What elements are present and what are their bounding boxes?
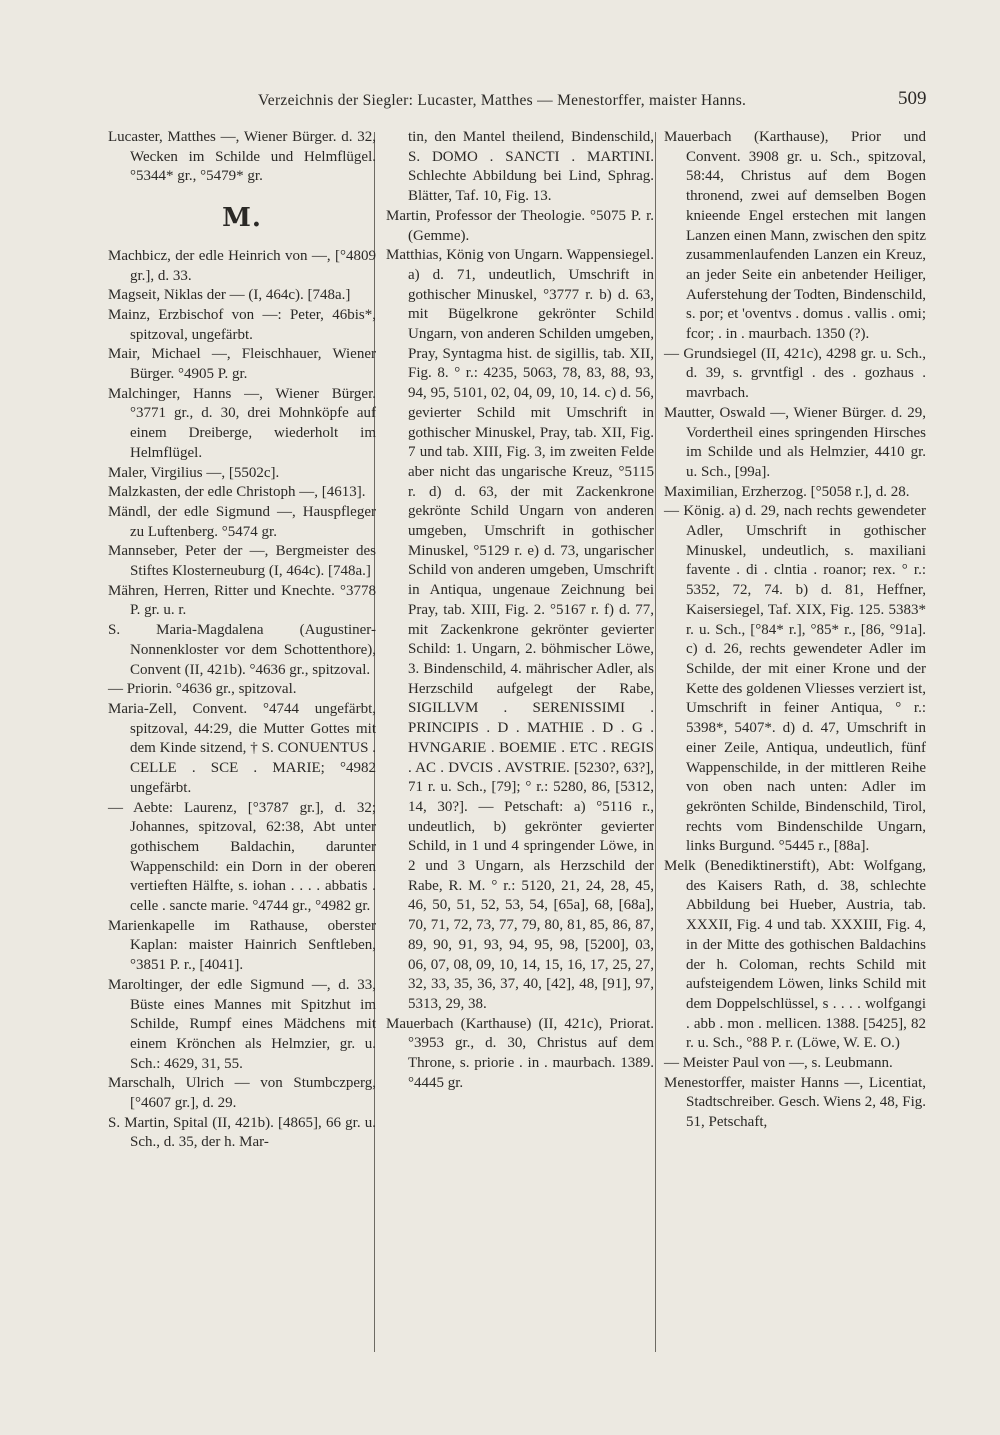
page-number: 509: [898, 88, 927, 109]
index-entry: Mändl, der edle Sigmund —, Hauspfleger zu Luftenberg. °5474 gr.: [108, 503, 376, 540]
index-entry: Menestorffer, maister Hanns —, Licentiat, Stadtschreiber. Gesch. Wiens 2, 48, Fig. 51, Petschaft,: [664, 1074, 926, 1131]
entry-list: [108, 247, 376, 1153]
index-entry: Magseit, Niklas der — (I, 464c). [748a.]: [108, 287, 351, 304]
column-right: [664, 128, 926, 1133]
entry-list: [386, 207, 654, 1094]
index-entry: Mauerbach (Karthause), Prior und Convent. 3908 gr. u. Sch., spitzoval, 58:44, Christus auf dem Bogen thronend, zwei auf demselben Bogen knieende Engel erstechen mit langen Lanzen einen Mann, zwischen den spitz zusammenlaufenden Lanzen ein Kreuz, an jeder Seite ein anbetender Heiliger, Auferstehung der Todten, Bindenschild, s. por; et 'oventvs . domus . vallis . omi; fcor; . in . maurbach. 1350 (?).: [664, 129, 926, 343]
index-entry: Marschalh, Ulrich — von Stumbczperg, [°4607 gr.], d. 29.: [108, 1075, 376, 1112]
index-entry: Mannseber, Peter der —, Bergmeister des Stiftes Klosterneuburg (I, 464c). [748a.]: [108, 543, 376, 580]
column-divider-right: [655, 132, 656, 1352]
letter-heading: M.: [222, 203, 262, 234]
index-entry: Malchinger, Hanns —, Wiener Bürger. °3771 gr., d. 30, drei Mohnköpfe auf einem Dreiberge, wiederholt im Helmflügel.: [108, 385, 376, 461]
page-header: [0, 88, 1000, 118]
index-entry: Maroltinger, der edle Sigmund —, d. 33, Büste eines Mannes mit Spitzhut im Schilde, Rumpf eines Mädchens mit einem Krönchen als Helmzier, gr. u. Sch.: 4629, 31, 55.: [108, 976, 376, 1072]
index-entry: — Priorin. °4636 gr., spitzoval.: [108, 681, 297, 698]
index-entry: Mainz, Erzbischof von —: Peter, 46bis*, spitzoval, ungefärbt.: [108, 306, 376, 343]
index-entry: Maria-Zell, Convent. °4744 ungefärbt, spitzoval, 44:29, die Mutter Gottes mit dem Kinde sitzend, † S. CONUENTUS . CELLE . SCE . MARIE; °4982 ungefärbt.: [108, 700, 376, 796]
index-entry: — Meister Paul von —, s. Leubmann.: [664, 1055, 893, 1072]
index-entry: — Grundsiegel (II, 421c), 4298 gr. u. Sch., d. 39, s. grvntfigl . des . gozhaus . mavrbach.: [664, 345, 926, 402]
index-entry: Marienkapelle im Rathause, oberster Kaplan: maister Hainrich Senftleben, °3851 P. r., [4041].: [108, 917, 376, 974]
index-entry: Matthias, König von Ungarn. Wappensiegel. a) d. 71, undeutlich, Umschrift in gothischer Minuskel, °3777 r. b) d. 63, mit Bügelkrone gekrönter Schild Ungarn, von anderen Schilden umgeben, Pray, Syntagma hist. de sigillis, tab. XII, Fig. 8. ° r.: 4235, 5063, 78, 83, 88, 93, 94, 95, 5101, 02, 04, 09, 10, 14. c) d. 56, gevierter Schild mit Umschrift in gothischer Minuskel, Pray, tab. XII, Fig. 7 und tab. XIII, Fig. 3, im zweiten Felde aber nicht das ungarische Kreuz, °5115 r. d) d. 63, der mit Zackenkrone gekrönte Schild Ungarn von anderen umgeben, Umschrift in gothischer Minuskel, °5129 r. e) d. 73, ungarischer Schild von anderen umgeben, Umschrift in Antiqua, ungenaue Zeichnung bei Pray, tab. XIII, Fig. 2. °5167 r. f) d. 77, mit Zackenkrone gekrönter gevierter Schild: 1. Ungarn, 2. böhmischer Löwe, 3. Bindenschild, 4. mährischer Adler, als Herzschild aufgelegt der Rabe, SIGILLVM . SERENISSIMI . PRINCIPIS . D . MATHIE . D . G . HVNGARIE . BOEMIE . ETC . REGIS . AC . DVCIS . AVSTRIE. [5230?, 63?], 71 r. u. Sch., [79]; ° r.: 5280, 86, [5312, 14, 30?]. — Petschaft: a) °5116 r., undeutlich, b) gekrönter gevierter Schild, in 1 und 4 springender Löwe, in 2 und 3 Ungarn, als Herzschild der Rabe, R. M. ° r.: 5120, 21, 24, 28, 45, 46, 50, 51, 52, 53, 54, [65a], 68, [68a], 70, 71, 72, 73, 77, 79, 80, 81, 85, 86, 87, 89, 90, 91, 93, 94, 95, 98, [5200], 03, 06, 07, 08, 09, 10, 14, 15, 16, 17, 25, 27, 32, 33, 35, 36, 37, 40, [42], 48, [91], 97, 5313, 29, 38.: [386, 247, 654, 1012]
index-entry: S. Maria-Magdalena (Augustiner-Nonnenkloster vor dem Schottenthore), Convent (II, 421b). °4636 gr., spitzoval.: [108, 622, 376, 678]
column-middle: [386, 128, 654, 1093]
index-entry: S. Martin, Spital (II, 421b). [4865], 66 gr. u. Sch., d. 35, der h. Mar-: [108, 1114, 376, 1151]
index-entry: Mähren, Herren, Ritter und Knechte. °3778 P. gr. u. r.: [108, 582, 376, 619]
column-left: [108, 128, 376, 1153]
index-entry: Melk (Benediktinerstift), Abt: Wolfgang, des Kaisers Rath, d. 38, schlechte Abbildung bei Hueber, Austria, tab. XXXII, Fig. 4 und tab. XXXIII, Fig. 4, in der Mitte des gothischen Baldachins der h. Coloman, rechts Schild mit aufsteigendem Löwen, links Schild mit dem Doppelschlüssel, s . . . . wolfgangi . abb . mon . mellicen. 1388. [5425], 82 r. u. Sch., °88 P. r. (Löwe, W. E. O.): [664, 858, 926, 1052]
index-entry: Maximilian, Erzherzog. [°5058 r.], d. 28.: [664, 483, 910, 500]
index-entry: Martin, Professor der Theologie. °5075 P. r. (Gemme).: [386, 207, 654, 244]
index-entry: Mauerbach (Karthause) (II, 421c), Priorat. °3953 gr., d. 30, Christus auf dem Throne, s. priorie . in . maurbach. 1389. °4445 gr.: [386, 1015, 654, 1091]
index-entry: — König. a) d. 29, nach rechts gewendeter Adler, Umschrift in gothischer Minuskel, undeutlich, s. maxiliani favente . di . clntia . roanor; rex. ° r.: 5352, 72, 74. b) d. 81, Heffner, Kaisersiegel, Taf. XIX, Fig. 125. 5383* r. u. Sch., [°84* r.], °85* r., [86, °91a]. c) d. 26, rechts gewendeter Adler im Schilde, der mit einer Krone und der Kette des goldenen Vliesses verziert ist, Umschrift in feiner Antiqua, ° r.: 5398*, 5407*. d) d. 47, Umschrift in einer Zeile, Antiqua, undeutlich, fünf Wappenschilde, in der mittleren Reihe von oben nach unten: Adler im gekrönten Schilde, Bindenschild, Tirol, rechts vom Bindenschilde Ungarn, links Burgund. °5445 r., [88a].: [664, 503, 926, 855]
index-entry: Mair, Michael —, Fleischhauer, Wiener Bürger. °4905 P. gr.: [108, 346, 376, 383]
running-head: Verzeichnis der Siegler: Lucaster, Matthes — Menestorffer, maister Hanns.: [258, 92, 747, 109]
index-entry: — Aebte: Laurenz, [°3787 gr.], d. 32; Johannes, spitzoval, 62:38, Abt unter gothischem Baldachin, darunter Wappenschild: ein Dorn in der oberen vertieften Hälfte, s. iohan . . . . abbatis . celle . sancte marie. °4744 gr., °4982 gr.: [108, 799, 376, 915]
index-entry: Mautter, Oswald —, Wiener Bürger. d. 29, Vordertheil eines springenden Hirsches im Schilde und als Helmzier, 4410 gr. u. Sch., [99a].: [664, 404, 926, 480]
entry-list: [664, 128, 926, 1133]
index-entry: Malzkasten, der edle Christoph —, [4613].: [108, 484, 366, 501]
index-entry: Machbicz, der edle Heinrich von —, [°4809 gr.], d. 33.: [108, 247, 376, 284]
index-entry: Maler, Virgilius —, [5502c].: [108, 464, 280, 481]
index-entry: Lucaster, Matthes —, Wiener Bürger. d. 32, Wecken im Schilde und Helmflügel. °5344* gr., °5479* gr.: [108, 129, 376, 185]
index-entry-continuation: tin, den Mantel theilend, Bindenschild, S. DOMO . SANCTI . MARTINI. Schlechte Abbildung bei Lind, Sphrag. Blätter, Taf. 10, Fig. 13.: [408, 129, 654, 205]
